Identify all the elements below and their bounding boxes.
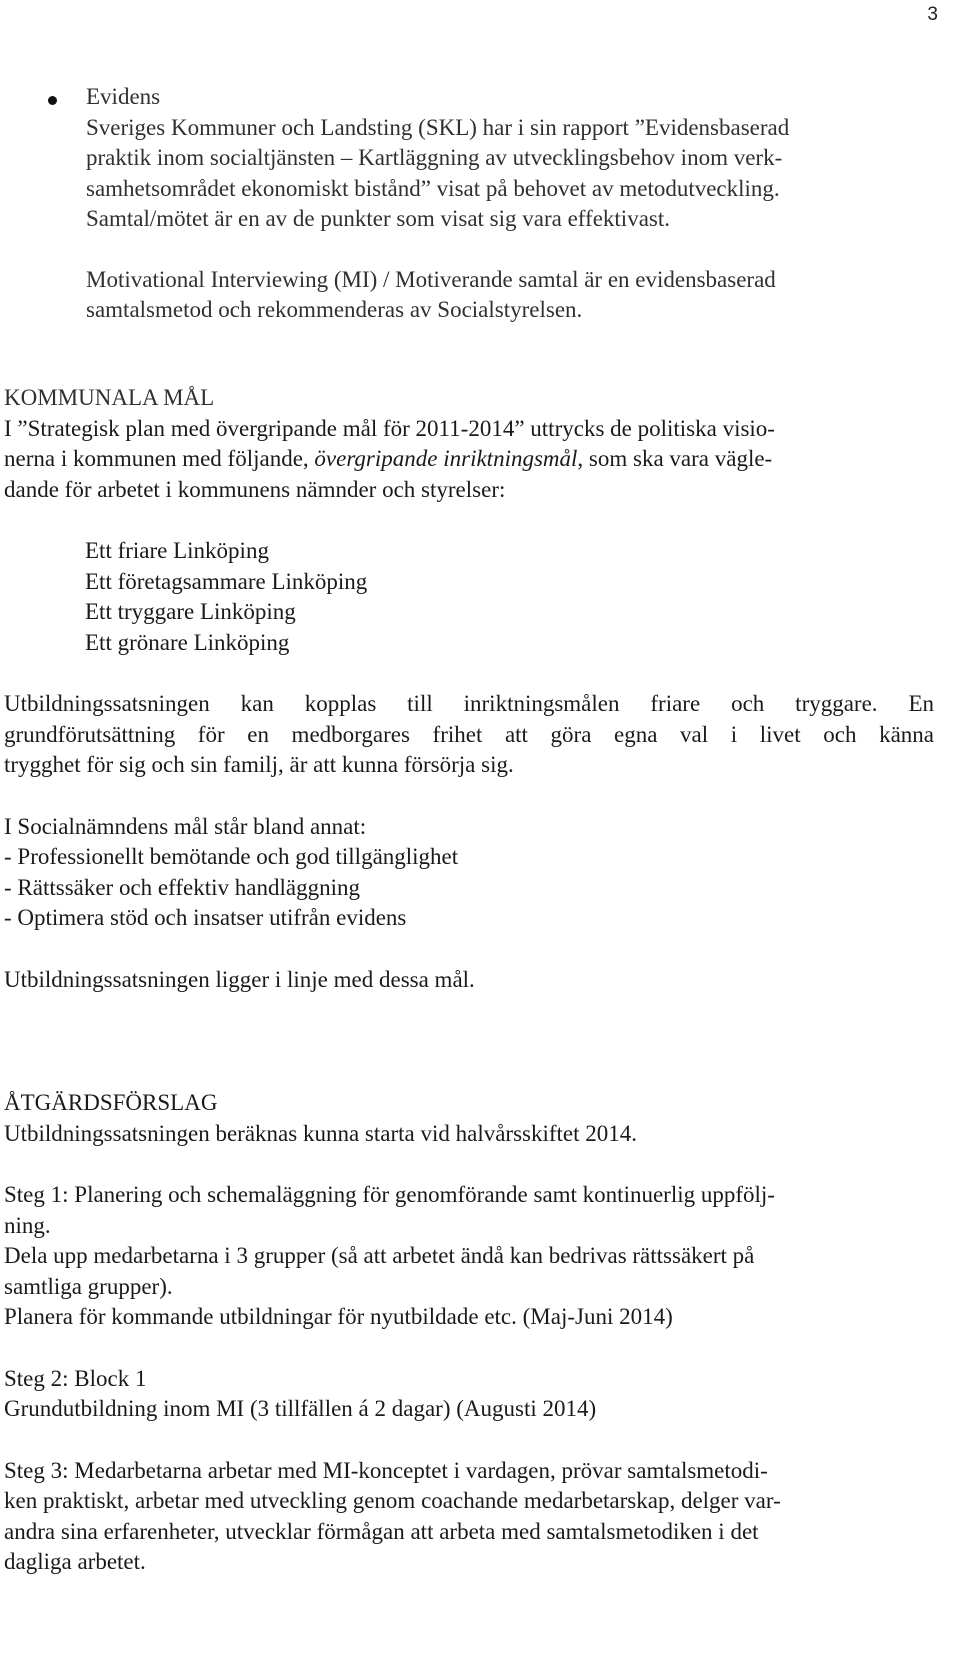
koppling-line: Utbildningssatsningen kan kopplas till inriktningsmålen friare och tryggare. En bbox=[4, 691, 934, 716]
steg3-line: dagliga arbetet. bbox=[4, 1549, 146, 1574]
intro-line: I ”Strategisk plan med övergripande mål för 2011-2014” uttrycks de politiska visio- bbox=[4, 415, 775, 441]
steg3-line: Steg 3: Medarbetarna arbetar med MI-konceptet i vardagen, prövar samtalsmetodi- bbox=[4, 1457, 768, 1483]
goal-item: Ett företagsammare Linköping bbox=[85, 568, 368, 594]
steg1-line: Steg 1: Planering och schemaläggning för genomförande samt kontinuerlig uppfölj- bbox=[4, 1182, 775, 1207]
linje-statement: Utbildningssatsningen ligger i linje med dessa mål. bbox=[4, 966, 475, 992]
intro-text: nerna i kommunen med följande, bbox=[4, 446, 315, 471]
page-number: 3 bbox=[927, 4, 938, 25]
koppling-line: grundförutsättning för en medborgares frihet att göra egna val i livet och känna bbox=[4, 721, 934, 747]
goal-item: Ett friare Linköping bbox=[85, 538, 269, 563]
main-text bbox=[4, 383, 934, 1578]
goal-item: Ett tryggare Linköping bbox=[85, 599, 296, 624]
steg2-line: Grundutbildning inom MI (3 tillfällen á 2 dagar) (Augusti 2014) bbox=[4, 1396, 597, 1421]
socialnamnd-goal: - Rättssäker och effektiv handläggning bbox=[4, 874, 360, 900]
evidens-line: Samtal/mötet är en av de punkter som visat sig vara effektivast. bbox=[86, 206, 670, 231]
socialnamnd-goal: - Professionellt bemötande och god tillgänglighet bbox=[4, 844, 459, 869]
intro-line bbox=[4, 444, 934, 475]
evidens-bullet-item bbox=[40, 82, 930, 326]
bullet-point-icon bbox=[48, 96, 57, 105]
steg1-line: samtliga grupper). bbox=[4, 1273, 173, 1299]
socialnamnd-goal: - Optimera stöd och insatser utifrån evidens bbox=[4, 905, 407, 930]
evidens-title: Evidens bbox=[86, 84, 161, 109]
mi-line: Motivational Interviewing (MI) / Motiverande samtal är en evidensbaserad bbox=[86, 266, 776, 292]
start-statement: Utbildningssatsningen beräknas kunna starta vid halvårsskiftet 2014. bbox=[4, 1120, 638, 1146]
steg3-line: andra sina erfarenheter, utvecklar förmågan att arbeta med samtalsmetodiken i det bbox=[4, 1518, 759, 1544]
steg3-line: ken praktiskt, arbetar med utveckling genom coachande medarbetarskap, delger var- bbox=[4, 1488, 781, 1513]
steg1-line: Dela upp medarbetarna i 3 grupper (så att arbetet ändå kan bedrivas rättssäkert på bbox=[4, 1243, 755, 1268]
kommunala-mal-heading: KOMMUNALA MÅL bbox=[4, 385, 215, 410]
mi-line: samtalsmetod och rekommenderas av Socialstyrelsen. bbox=[86, 297, 583, 322]
evidens-line: samhetsområdet ekonomiskt bistånd” visat på behovet av metodutveckling. bbox=[86, 175, 780, 201]
emphasis-inriktningsmal: övergripande inriktningsmål bbox=[314, 446, 578, 471]
evidens-line: praktik inom socialtjänsten – Kartläggning av utvecklingsbehov inom verk- bbox=[86, 145, 783, 170]
socialnamnd-intro: I Socialnämndens mål står bland annat: bbox=[4, 813, 367, 839]
goal-item: Ett grönare Linköping bbox=[85, 629, 290, 655]
intro-line: dande för arbetet i kommunens nämnder och styrelser: bbox=[4, 476, 506, 502]
steg1-line: Planera för kommande utbildningar för nyutbildade etc. (Maj-Juni 2014) bbox=[4, 1304, 673, 1329]
atgardsforslag-heading: ÅTGÄRDSFÖRSLAG bbox=[4, 1090, 218, 1115]
steg2-line: Steg 2: Block 1 bbox=[4, 1365, 147, 1391]
intro-text: , som ska vara vägle- bbox=[577, 446, 773, 471]
steg1-line: ning. bbox=[4, 1212, 51, 1238]
koppling-line: trygghet för sig och sin familj, är att kunna försörja sig. bbox=[4, 752, 514, 777]
evidens-line: Sveriges Kommuner och Landsting (SKL) har i sin rapport ”Evidensbaserad bbox=[86, 114, 790, 140]
